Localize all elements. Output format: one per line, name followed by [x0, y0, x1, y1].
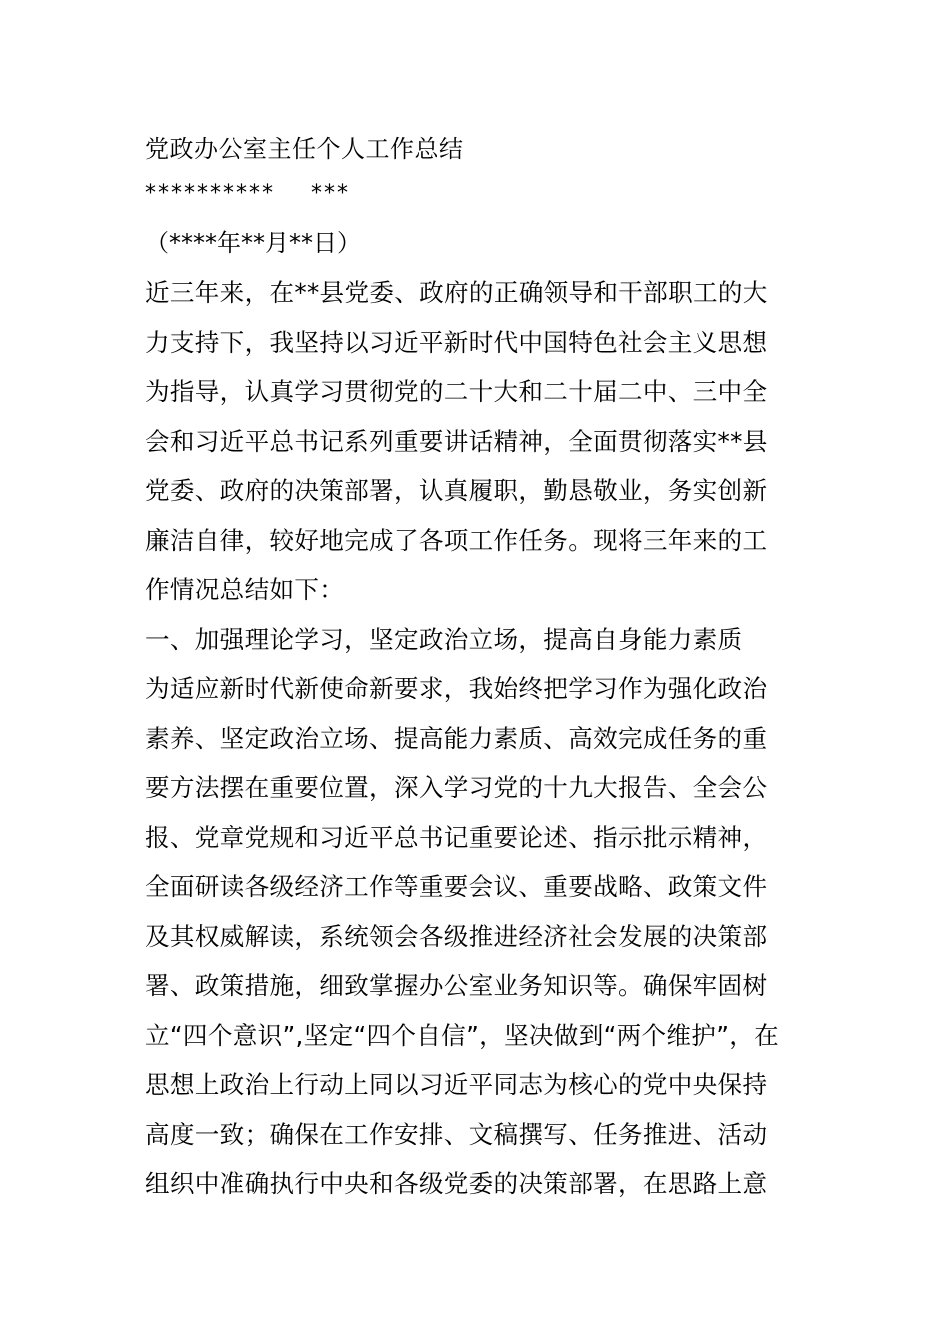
body-line: 组织中准确执行中央和各级党委的决策部署，在思路上意 — [145, 1169, 768, 1198]
section-heading: 一、加强理论学习，坚定政治立场，提高自身能力素质 — [145, 624, 743, 654]
body-line: 为适应新时代新使命新要求，我始终把学习作为强化政治 — [145, 674, 768, 703]
body-line: 署、政策措施，细致掌握办公室业务知识等。确保牢固树 — [145, 971, 768, 1000]
body-line: 为指导，认真学习贯彻党的二十大和二十届二中、三中全 — [145, 377, 768, 406]
body-line: 高度一致；确保在工作安排、文稿撰写、任务推进、活动 — [145, 1119, 768, 1149]
document-date: （****年**月**日） — [145, 229, 361, 257]
body-line: 全面研读各级经济工作等重要会议、重要战略、政策文件 — [145, 872, 768, 901]
body-line: 及其权威解读，系统领会各级推进经济社会发展的决策部 — [145, 921, 768, 951]
body-line: 廉洁自律，较好地完成了各项工作任务。现将三年来的工 — [145, 525, 768, 555]
document-body — [145, 268, 807, 1209]
body-line: 立“四个意识”,坚定“四个自信”，坚决做到“两个维护”，在 — [145, 1020, 780, 1050]
body-line: 作情况总结如下： — [145, 575, 345, 604]
body-line: 力支持下，我坚持以习近平新时代中国特色社会主义思想 — [145, 327, 768, 357]
document-page — [145, 128, 807, 1209]
body-line: 要方法摆在重要位置，深入学习党的十九大报告、全会公 — [145, 773, 768, 802]
body-line: 报、党章党规和习近平总书记重要论述、指示批示精神， — [145, 822, 768, 852]
document-author: ********** *** — [145, 181, 350, 206]
body-line: 思想上政治上行动上同以习近平同志为核心的党中央保持 — [145, 1070, 768, 1099]
document-title: 党政办公室主任个人工作总结 — [145, 135, 464, 163]
body-line: 近三年来，在**县党委、政府的正确领导和干部职工的大 — [145, 278, 768, 307]
body-line: 党委、政府的决策部署，认真履职，勤恳敬业，务实创新 — [145, 476, 768, 505]
body-line: 会和习近平总书记系列重要讲话精神，全面贯彻落实**县 — [145, 426, 768, 456]
body-line: 素养、坚定政治立场、提高能力素质、高效完成任务的重 — [145, 723, 768, 753]
